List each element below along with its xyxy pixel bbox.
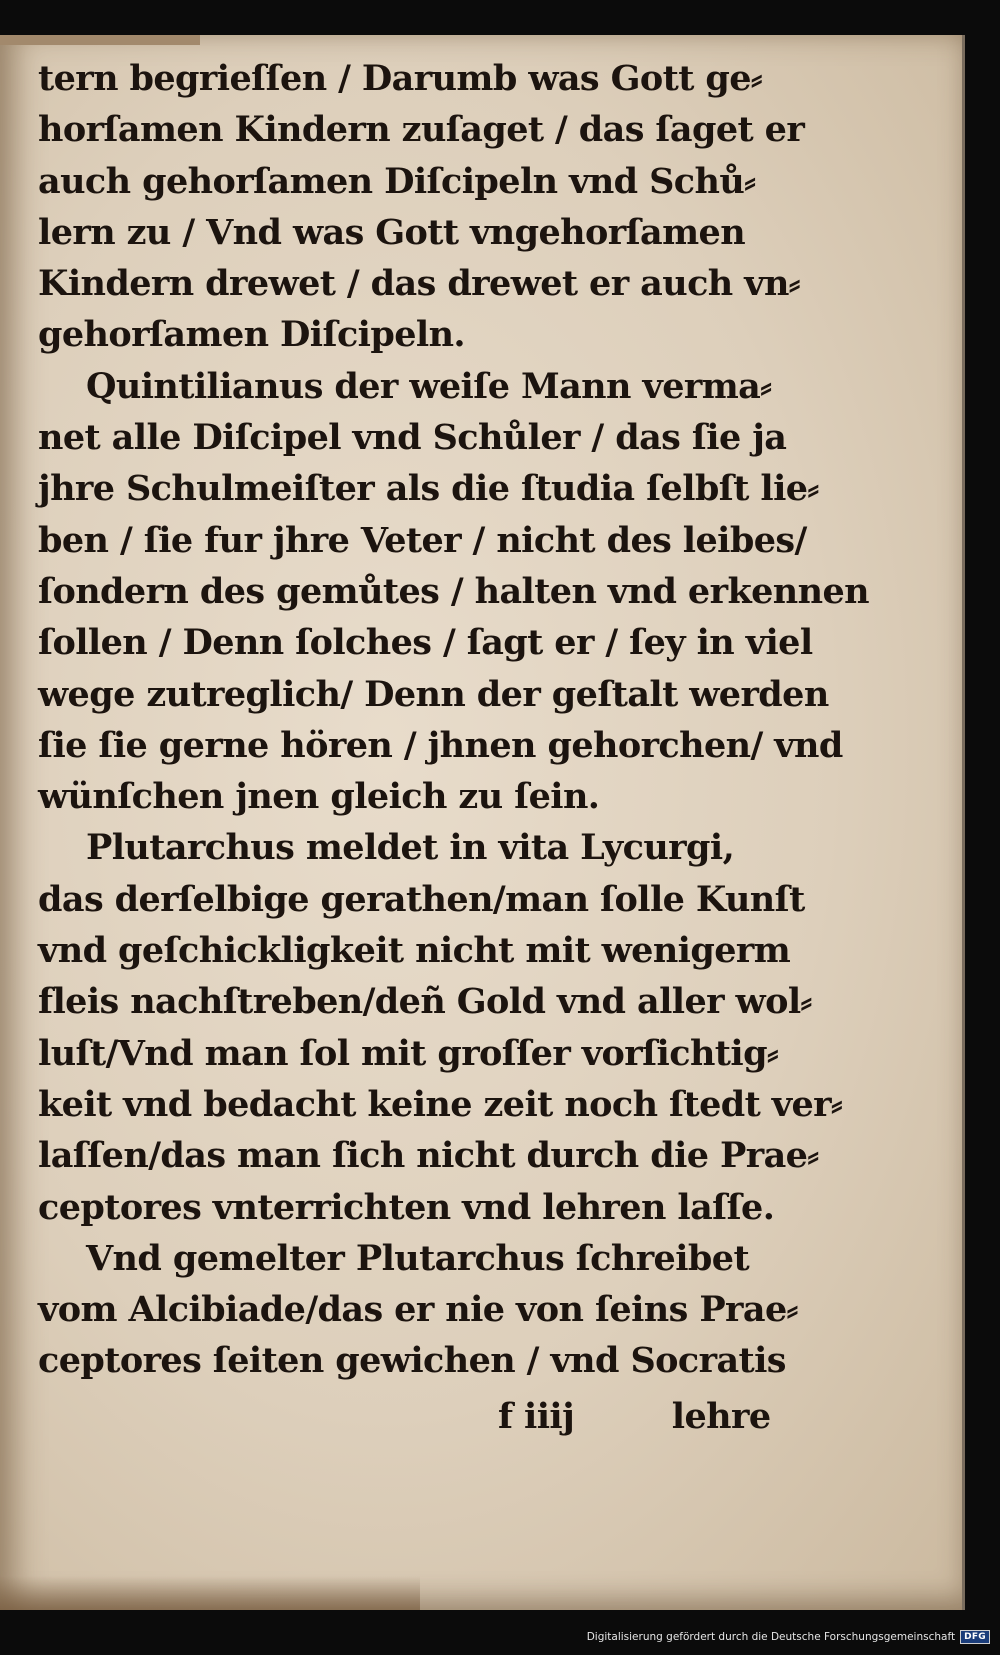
paragraph-start-line: Quintilianus der weiſe Mann verma⸗ <box>86 365 772 407</box>
page-stain <box>0 1576 420 1610</box>
credit-text: Digitalisierung gefördert durch die Deutsche Forschungsgemeinschaft <box>586 1631 956 1643</box>
digitization-credit <box>587 1627 990 1647</box>
text-line: ſondern des gemůtes / halten vnd erkennen <box>38 570 869 612</box>
text-line: auch gehorſamen Diſcipeln vnd Schů⸗ <box>38 160 756 202</box>
page-text <box>38 53 869 1442</box>
text-line: das derſelbige gerathen/man ſolle Kunſt <box>38 878 805 920</box>
book-page <box>0 35 965 1610</box>
text-line: jhre Schulmeiſter als die ſtudia ſelbſt lie⸗ <box>38 468 819 510</box>
text-line: ceptores ſeiten gewichen / vnd Socratis <box>38 1340 786 1382</box>
text-line: ſie ſie gerne hören / jhnen gehorchen/ vnd <box>38 724 843 766</box>
signature-line <box>38 1391 798 1442</box>
text-line: fleis nachſtreben/deñ Gold vnd aller wol⸗ <box>38 981 812 1023</box>
catchword: lehre <box>671 1395 771 1437</box>
page-edge-mark <box>0 35 200 45</box>
text-line: tern begrieſſen / Darumb was Gott ge⸗ <box>38 58 762 99</box>
text-line: wünſchen jnen gleich zu ſein. <box>38 776 600 818</box>
text-line: gehorſamen Diſcipeln. <box>38 314 466 356</box>
paragraph-start-line: Vnd gemelter Plutarchus ſchreibet <box>86 1237 750 1279</box>
text-line: net alle Diſcipel vnd Schůler / das ſie ja <box>38 417 787 459</box>
text-line: ceptores vnterrichten vnd lehren laſſe. <box>38 1186 775 1228</box>
text-line: vom Alcibiade/das er nie von ſeins Prae⸗ <box>38 1289 798 1331</box>
text-line: luſt/Vnd man ſol mit groſſer vorſichtig⸗ <box>38 1032 779 1074</box>
dfg-logo: DFG <box>960 1630 990 1644</box>
signature-mark: f iiij <box>498 1395 575 1437</box>
text-line: horſamen Kindern zuſaget / das ſaget er <box>38 109 805 151</box>
text-line: ben / ſie fur jhre Veter / nicht des leibes/ <box>38 519 807 561</box>
text-line: laſſen/das man ſich nicht durch die Prae⸗ <box>38 1135 819 1177</box>
text-line: keit vnd bedacht keine zeit noch ſtedt ver⸗ <box>38 1083 843 1125</box>
text-line: wege zutreglich/ Denn der geſtalt werden <box>38 673 829 715</box>
paragraph-start-line: Plutarchus meldet in vita Lycurgi, <box>86 827 735 869</box>
text-line: ſollen / Denn ſolches / ſagt er / ſey in viel <box>38 622 813 664</box>
text-line: lern zu / Vnd was Gott vngehorſamen <box>38 211 746 253</box>
text-line: Kindern drewet / das drewet er auch vn⸗ <box>38 263 800 305</box>
text-line: vnd geſchickligkeit nicht mit wenigerm <box>38 930 791 972</box>
